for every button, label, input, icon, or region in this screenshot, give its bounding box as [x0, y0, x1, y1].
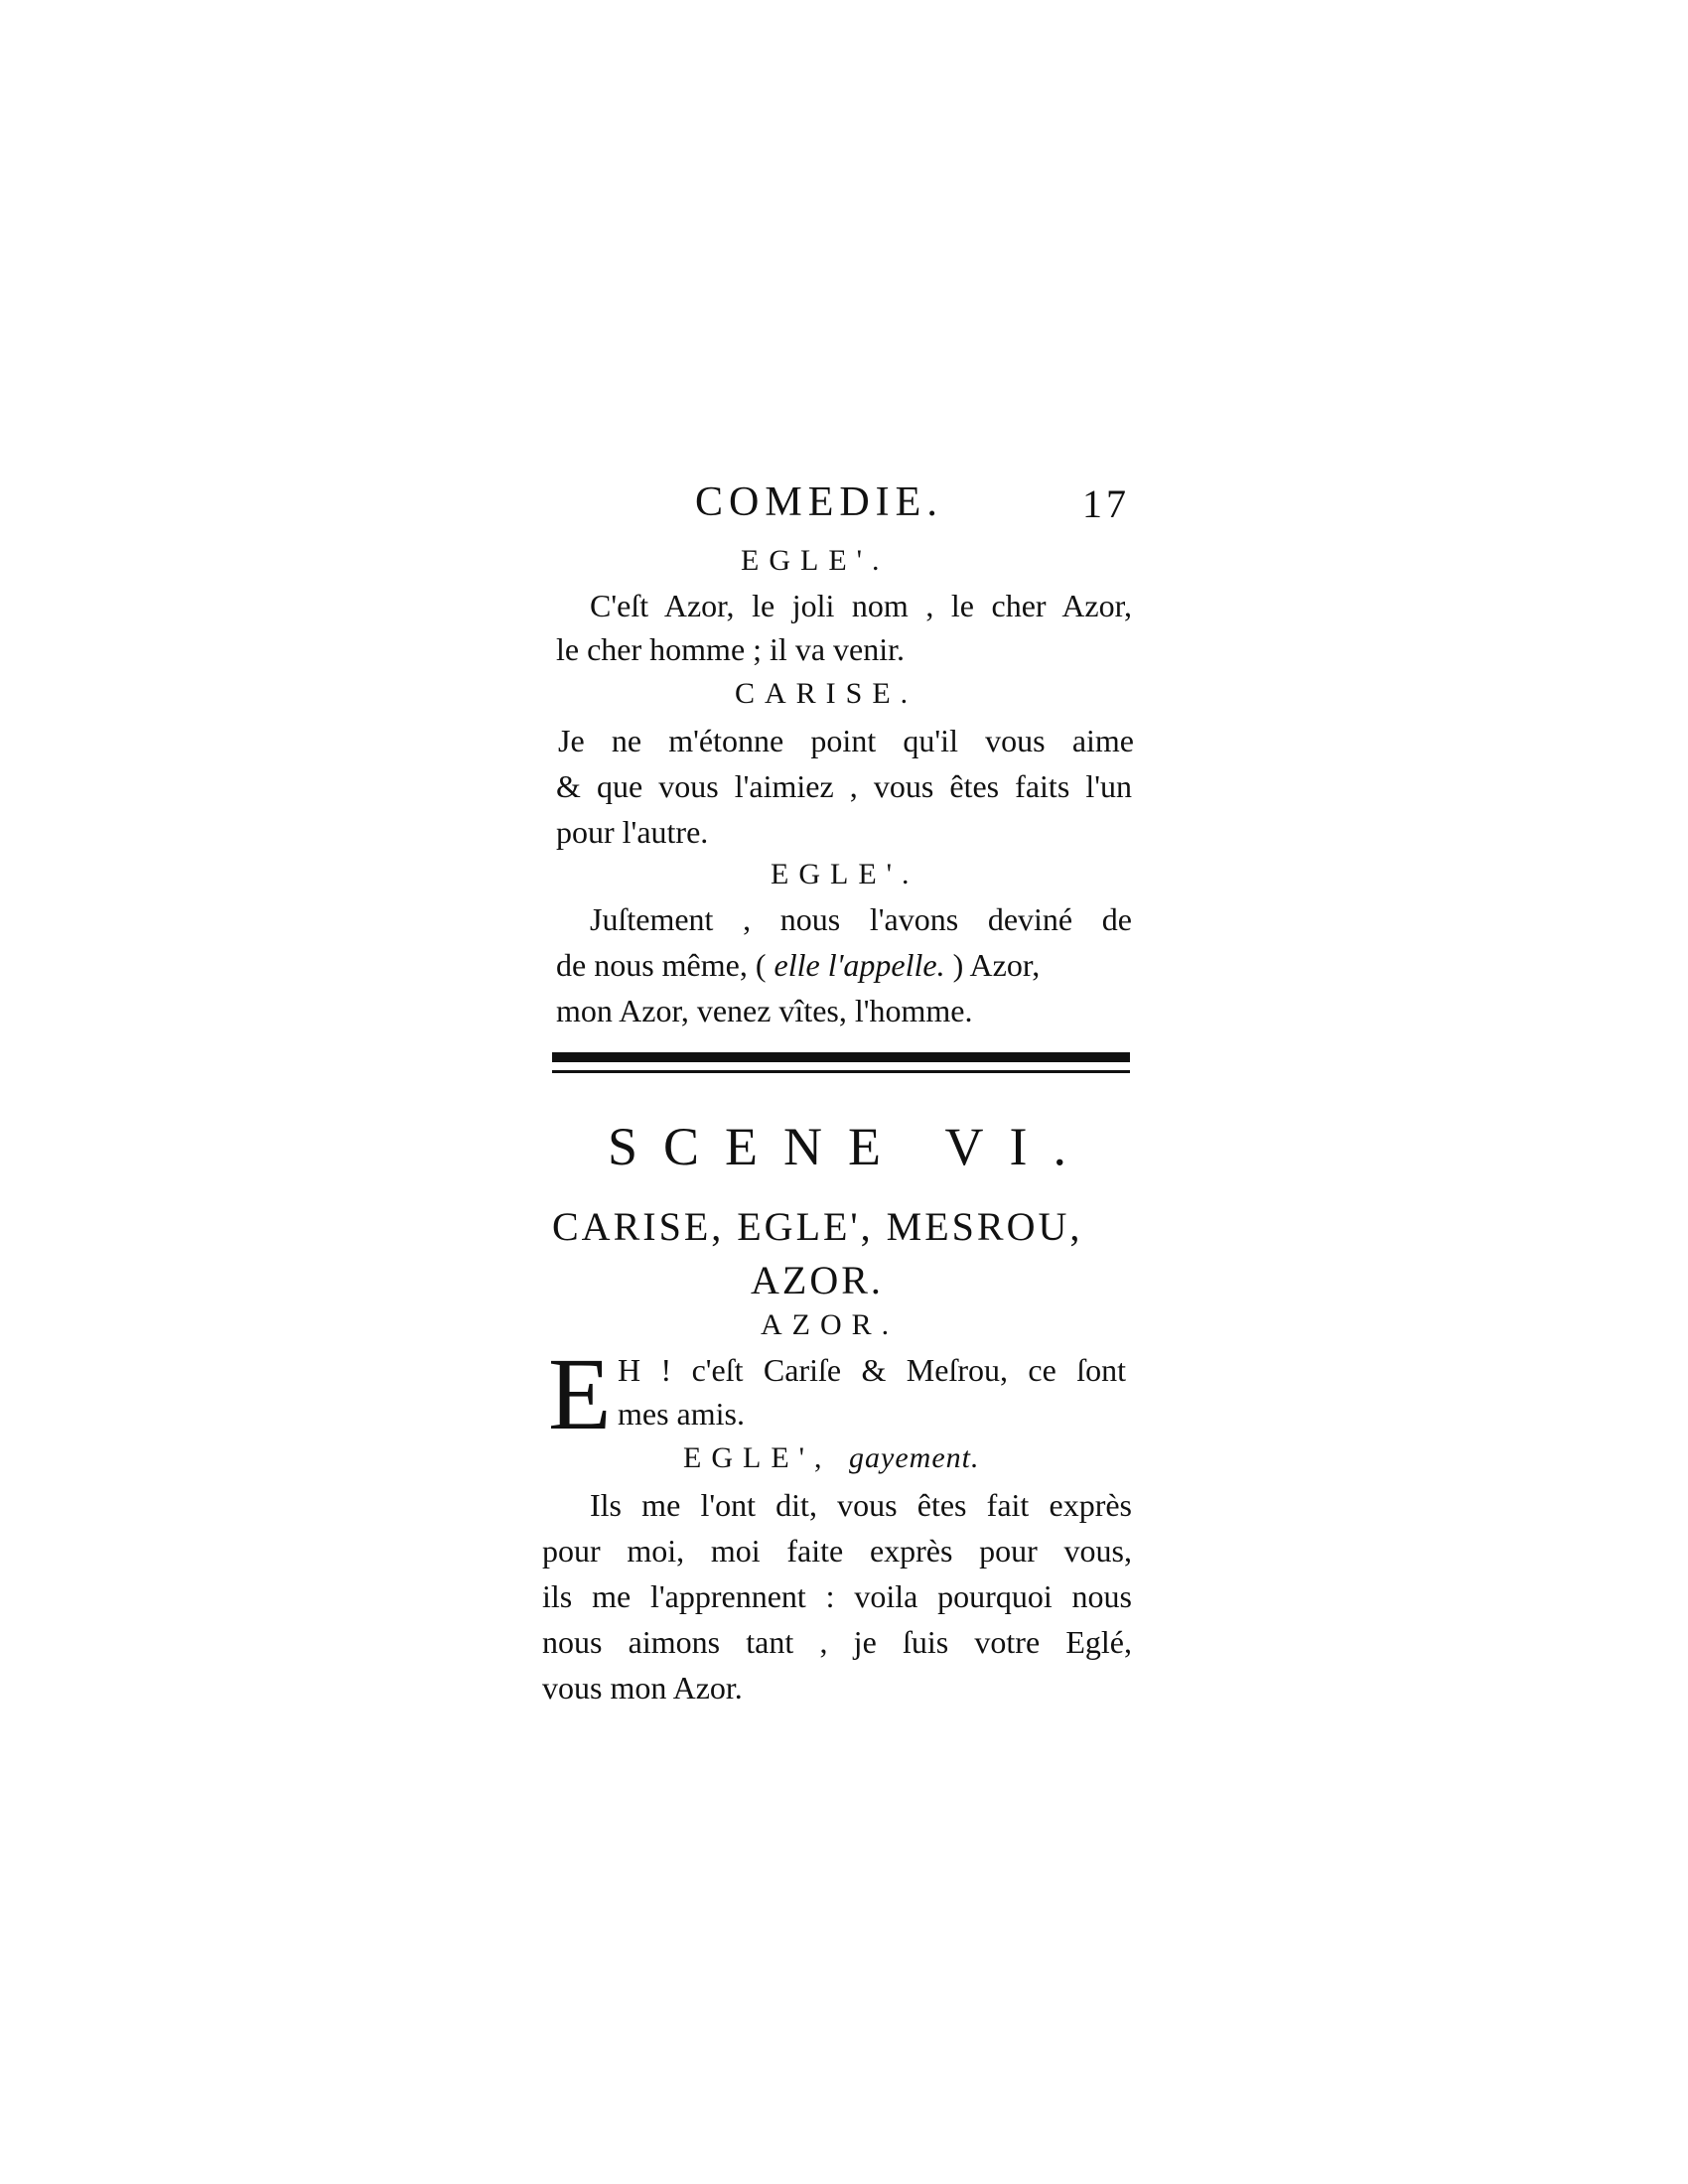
dialogue-line: & que vous l'aimiez , vous êtes faits l'un — [556, 768, 1132, 804]
dialogue-line: mon Azor, venez vîtes, l'homme. — [556, 993, 973, 1028]
dialogue-line — [556, 947, 1132, 984]
page-number: 17 — [1082, 481, 1130, 526]
speaker-name: EGLE'. — [741, 544, 890, 577]
ornament-rule-thin — [552, 1070, 1130, 1073]
speaker-name: EGLE'. — [771, 858, 919, 890]
dialogue-text: de nous même, ( — [556, 947, 767, 983]
dialogue-line: pour moi, moi faite exprès pour vous, — [542, 1533, 1132, 1569]
dialogue-text: ) Azor, — [952, 947, 1041, 983]
stage-direction: gayement. — [849, 1441, 980, 1474]
running-head: COMEDIE. — [695, 479, 943, 525]
cast-list: AZOR. — [751, 1258, 884, 1302]
ornament-rule-thick — [552, 1052, 1130, 1062]
dialogue-line: H ! c'eſt Cariſe & Meſrou, ce ſont — [618, 1352, 1126, 1388]
dialogue-line: le cher homme ; il va venir. — [556, 631, 905, 667]
scene-title: SCENE VI. — [608, 1117, 1093, 1176]
dialogue-line: nous aimons tant , je ſuis votre Eglé, — [542, 1624, 1132, 1660]
cast-list: CARISE, EGLE', MESROU, — [552, 1204, 1083, 1249]
stage-direction: elle l'appelle. — [774, 947, 945, 983]
speaker-name: AZOR. — [761, 1308, 900, 1341]
dialogue-line: Juſtement , nous l'avons deviné de — [590, 901, 1132, 937]
speaker-label: EGLE', — [683, 1441, 832, 1474]
dialogue-line: vous mon Azor. — [542, 1670, 743, 1706]
dialogue-line: pour l'autre. — [556, 814, 709, 850]
speaker-name — [683, 1441, 980, 1475]
drop-cap: E — [548, 1337, 612, 1451]
speaker-name: CARISE. — [735, 677, 918, 710]
dialogue-line: C'eſt Azor, le joli nom , le cher Azor, — [590, 588, 1132, 623]
dialogue-line: ils me l'apprennent : voila pourquoi nous — [542, 1578, 1132, 1614]
dialogue-line: mes amis. — [618, 1396, 745, 1432]
dialogue-line: Je ne m'étonne point qu'il vous aime — [558, 723, 1134, 758]
dialogue-line: Ils me l'ont dit, vous êtes fait exprès — [590, 1487, 1132, 1523]
